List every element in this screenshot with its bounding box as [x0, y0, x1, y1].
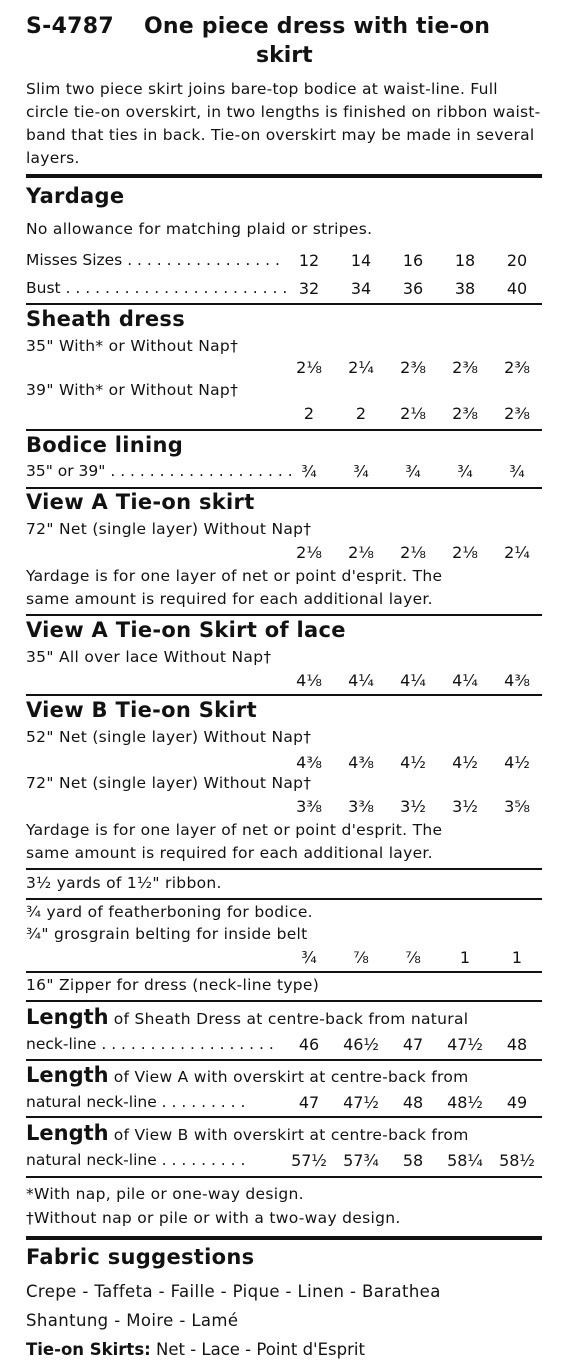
view-a-lace-row-label: 35" All over lace Without Nap† [26, 648, 272, 666]
yardage-cell: ¾ [457, 462, 473, 481]
length-cell: 48 [402, 1093, 424, 1112]
yardage-cell: 2⅛ [296, 543, 322, 562]
divider [26, 487, 542, 489]
divider [26, 429, 542, 431]
ribbon-note: 3½ yards of 1½" ribbon. [26, 874, 222, 892]
length-view-a-desc: of View A with overskirt at centre-back from [113, 1068, 469, 1086]
fabric-tieon-label: Tie-on Skirts: [26, 1340, 151, 1359]
sheath-row1-label: 35" With* or Without Nap† [26, 337, 239, 355]
bust-row [26, 279, 542, 303]
view-b-row2 [26, 797, 542, 821]
pattern-description: Slim two piece skirt joins bare-top bodice at waist-line. Full circle tie-on overskirt, in two lengths is finished on ribbon waist-band that ties in back. Tie-on overskirt may be made in several layers. [26, 80, 541, 167]
view-a-row-label: 72" Net (single layer) Without Nap† [26, 520, 312, 538]
length-view-b-row [26, 1151, 542, 1175]
yardage-cell: ¾ [509, 462, 525, 481]
pattern-number: S-4787 [26, 14, 115, 39]
pattern-title: One piece dress with tie-on [144, 14, 491, 39]
sheath-row1 [26, 358, 542, 382]
yardage-cell: 4⅛ [296, 671, 322, 690]
length-view-a-row [26, 1093, 542, 1117]
yardage-cell: 4¼ [452, 671, 478, 690]
sheath-heading: Sheath dress [26, 307, 186, 331]
size-cell: 20 [506, 251, 528, 270]
bodice-row-label: 35" or 39" . . . . . . . . . . . . . . . . . . . [26, 462, 293, 480]
view-b-note-line1: Yardage is for one layer of net or point d'esprit. The [26, 821, 443, 839]
divider [26, 174, 542, 178]
length-cell: 58½ [499, 1151, 535, 1170]
yardage-cell: 3½ [400, 797, 426, 816]
length-cell: 47½ [447, 1035, 483, 1054]
length-cell: 58 [402, 1151, 424, 1170]
yardage-cell: 4⅜ [296, 753, 322, 772]
yardage-cell: 4⅜ [348, 753, 374, 772]
view-a-note-line2: same amount is required for each additional layer. [26, 590, 433, 608]
view-a-lace-heading: View A Tie-on Skirt of lace [26, 618, 346, 642]
yardage-cell: ¾ [405, 462, 421, 481]
yardage-cell: 2⅛ [348, 543, 374, 562]
length-cell: 57¾ [343, 1151, 379, 1170]
length-view-a-line [26, 1063, 469, 1087]
length-cell: 46 [298, 1035, 320, 1054]
yardage-cell: 4½ [452, 753, 478, 772]
yardage-cell: 2 [355, 404, 367, 423]
yardage-heading: Yardage [26, 184, 125, 208]
size-cell: 12 [298, 251, 320, 270]
yardage-cell: 4½ [504, 753, 530, 772]
length-cell: 48½ [447, 1093, 483, 1112]
divider [26, 1000, 542, 1002]
belting-row [26, 948, 542, 972]
fabric-tieon-line [26, 1340, 365, 1359]
length-word: Length [26, 1005, 109, 1029]
yardage-cell: 2⅜ [452, 404, 478, 423]
yardage-cell: 2⅜ [504, 358, 530, 377]
bust-cell: 32 [298, 279, 320, 298]
bodice-heading: Bodice lining [26, 433, 184, 457]
size-cell: 18 [454, 251, 476, 270]
yardage-cell: ⅞ [405, 948, 421, 967]
bust-cell: 40 [506, 279, 528, 298]
yardage-cell: 2¼ [348, 358, 374, 377]
divider [26, 868, 542, 870]
length-view-a-label: natural neck-line . . . . . . . . . [26, 1093, 246, 1111]
yardage-cell: 3⅜ [348, 797, 374, 816]
bust-label: Bust . . . . . . . . . . . . . . . . . . . . . . . [26, 279, 288, 297]
length-cell: 48 [506, 1035, 528, 1054]
view-a-row [26, 543, 542, 567]
pattern-title-line2: skirt [256, 43, 313, 68]
sheath-row2-label: 39" With* or Without Nap† [26, 381, 239, 399]
length-sheath-label: neck-line . . . . . . . . . . . . . . . . . . [26, 1035, 274, 1053]
fabric-heading: Fabric suggestions [26, 1245, 255, 1269]
yardage-cell: 2⅜ [400, 358, 426, 377]
length-cell: 47 [402, 1035, 424, 1054]
fabric-line2: Shantung - Moire - Lamé [26, 1311, 239, 1330]
length-view-b-line [26, 1121, 469, 1145]
length-cell: 49 [506, 1093, 528, 1112]
length-cell: 47 [298, 1093, 320, 1112]
length-sheath-line [26, 1005, 468, 1029]
footnote-without-nap: †Without nap or pile or with a two-way design. [26, 1209, 401, 1227]
footnote-with-nap: *With nap, pile or one-way design. [26, 1185, 304, 1203]
bust-cell: 38 [454, 279, 476, 298]
view-a-note-line1: Yardage is for one layer of net or point d'esprit. The [26, 567, 443, 585]
length-word: Length [26, 1063, 109, 1087]
yardage-cell: 1 [511, 948, 523, 967]
yardage-cell: 2⅜ [452, 358, 478, 377]
yardage-cell: 3⅜ [296, 797, 322, 816]
length-cell: 46½ [343, 1035, 379, 1054]
yardage-cell: ⅞ [353, 948, 369, 967]
length-cell: 58¼ [447, 1151, 483, 1170]
divider [26, 1176, 542, 1178]
yardage-cell: 3½ [452, 797, 478, 816]
divider [26, 694, 542, 696]
sheath-row2 [26, 404, 542, 428]
yardage-cell: 4½ [400, 753, 426, 772]
yardage-cell: 4⅜ [504, 671, 530, 690]
view-b-row1-label: 52" Net (single layer) Without Nap† [26, 728, 312, 746]
size-cell: 14 [350, 251, 372, 270]
yardage-cell: 2¼ [504, 543, 530, 562]
yardage-cell: 1 [459, 948, 471, 967]
bust-cell: 34 [350, 279, 372, 298]
yardage-cell: ¾ [301, 462, 317, 481]
view-b-row2-label: 72" Net (single layer) Without Nap† [26, 774, 312, 792]
sizes-label: Misses Sizes . . . . . . . . . . . . . . . . [26, 251, 280, 269]
zipper-note: 16" Zipper for dress (neck-line type) [26, 976, 320, 994]
length-cell: 47½ [343, 1093, 379, 1112]
yardage-cell: 2 [303, 404, 315, 423]
yardage-cell: 2⅛ [296, 358, 322, 377]
view-a-heading: View A Tie-on skirt [26, 490, 255, 514]
sizes-row [26, 251, 542, 275]
length-view-b-label: natural neck-line . . . . . . . . . [26, 1151, 246, 1169]
divider [26, 1059, 542, 1061]
bust-cell: 36 [402, 279, 424, 298]
bodice-row [26, 462, 542, 486]
yardage-cell: 4¼ [348, 671, 374, 690]
divider [26, 303, 542, 305]
divider [26, 1236, 542, 1240]
length-view-b-desc: of View B with overskirt at centre-back from [113, 1126, 469, 1144]
yardage-cell: ¾ [301, 948, 317, 967]
length-sheath-desc: of Sheath Dress at centre-back from natural [113, 1010, 469, 1028]
yardage-cell: 3⅝ [504, 797, 530, 816]
yardage-cell: 2⅛ [400, 543, 426, 562]
length-sheath-row [26, 1035, 542, 1059]
view-a-lace-row [26, 671, 542, 695]
divider [26, 1116, 542, 1118]
belting-label: ¾" grosgrain belting for inside belt [26, 925, 308, 943]
divider [26, 898, 542, 900]
yardage-cell: 4¼ [400, 671, 426, 690]
divider [26, 971, 542, 973]
yardage-cell: 2⅛ [400, 404, 426, 423]
featherboning-note: ¾ yard of featherboning for bodice. [26, 903, 313, 921]
fabric-line1: Crepe - Taffeta - Faille - Pique - Linen - Barathea [26, 1282, 441, 1301]
view-b-note-line2: same amount is required for each additional layer. [26, 844, 433, 862]
yardage-note: No allowance for matching plaid or stripes. [26, 220, 373, 238]
length-word: Length [26, 1121, 109, 1145]
divider [26, 614, 542, 616]
length-cell: 57½ [291, 1151, 327, 1170]
yardage-cell: 2⅜ [504, 404, 530, 423]
size-cell: 16 [402, 251, 424, 270]
yardage-cell: ¾ [353, 462, 369, 481]
yardage-cell: 2⅛ [452, 543, 478, 562]
view-b-heading: View B Tie-on Skirt [26, 698, 257, 722]
fabric-tieon-values: Net - Lace - Point d'Esprit [155, 1340, 365, 1359]
